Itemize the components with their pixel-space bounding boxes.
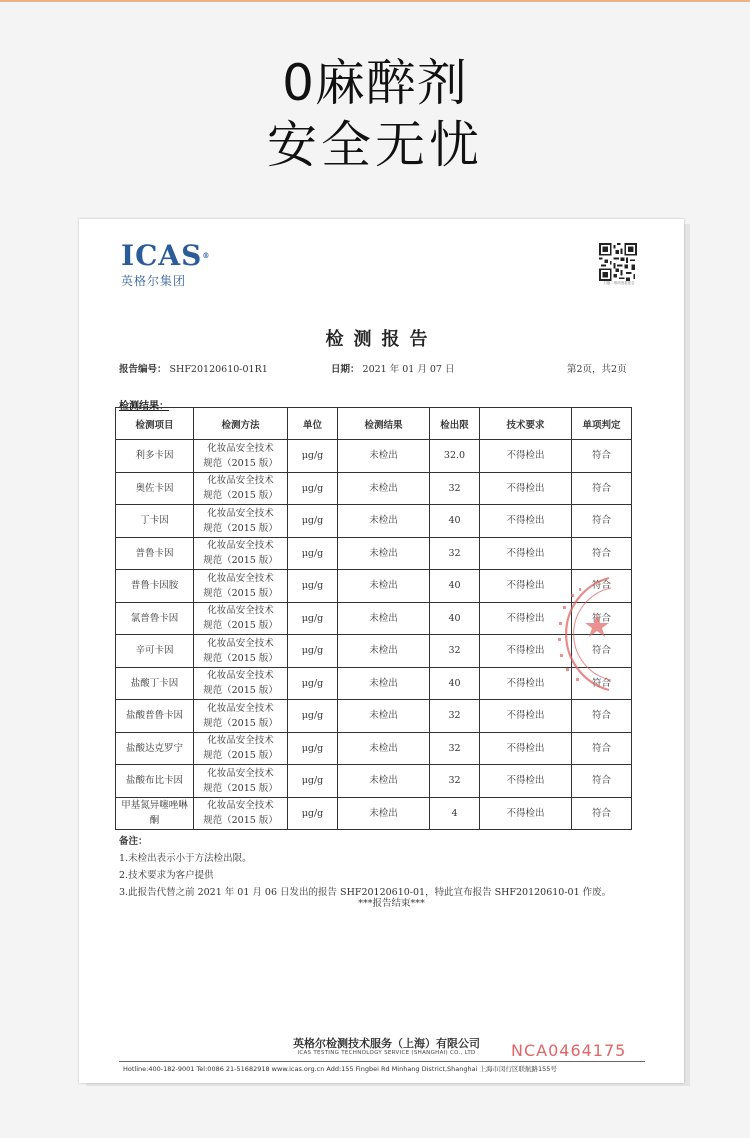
cell-item: 盐酸丁卡因 [116,667,194,700]
cell-limit: 32 [430,537,480,570]
cell-item: 普鲁卡因 [116,537,194,570]
notes-section [119,833,611,901]
cell-unit: μg/g [288,440,338,473]
report-date [331,361,455,375]
table-row [116,797,632,830]
cell-method [194,797,288,830]
method-line-1: 化妆品安全技术 [207,507,274,519]
cell-item: 盐酸普鲁卡因 [116,700,194,733]
cell-method [194,602,288,635]
cell-limit: 4 [430,797,480,830]
footer-company-name: 英格尔检测技术服务（上海）有限公司 [293,1037,480,1050]
method-line-2: 规范（2015 版） [203,587,278,599]
cell-method [194,570,288,603]
cell-item: 盐酸布比卡因 [116,765,194,798]
table-row [116,440,632,473]
note-item: 3.此报告代替之前 2021 年 01 月 06 日发出的报告 SHF20120610-01，特此宣布报告 SHF20120610-01 作废。 [119,887,612,898]
method-line-1: 化妆品安全技术 [207,800,274,812]
method-line-1: 化妆品安全技术 [207,637,274,649]
method-line-2: 规范（2015 版） [203,717,278,729]
note-item: 2.技术要求为客户提供 [119,870,214,881]
cell-requirement: 不得检出 [480,667,572,700]
cell-unit: μg/g [288,505,338,538]
table-row [116,732,632,765]
method-line-1: 化妆品安全技术 [207,540,274,552]
cell-result: 未检出 [338,537,430,570]
table-row [116,505,632,538]
cell-requirement: 不得检出 [480,700,572,733]
table-row [116,472,632,505]
cell-judgement: 符合 [572,732,632,765]
method-line-1: 化妆品安全技术 [207,572,274,584]
table-row [116,700,632,733]
top-accent-line [0,0,750,2]
cell-result: 未检出 [338,700,430,733]
report-number-value: SHF20120610-01R1 [169,364,268,375]
method-line-1: 化妆品安全技术 [207,442,274,454]
cell-method [194,667,288,700]
method-line-1: 化妆品安全技术 [207,767,274,779]
certificate-number: NCA0464175 [511,1041,627,1060]
method-line-2: 规范（2015 版） [203,815,278,827]
report-date-label: 日期： [331,364,360,375]
cell-method [194,635,288,668]
logo-brand: ICAS [121,239,203,272]
method-line-2: 规范（2015 版） [203,522,278,534]
method-line-2: 规范（2015 版） [203,620,278,632]
method-line-1: 化妆品安全技术 [207,670,274,682]
cell-requirement: 不得检出 [480,570,572,603]
note-item: 1.未检出表示小于方法检出限。 [119,853,252,864]
cell-method [194,700,288,733]
report-date-value: 2021 年 01 月 07 日 [362,364,455,375]
col-header-limit: 检出限 [430,408,480,440]
report-end-marker: ***报告结束*** [358,898,425,909]
cell-unit: μg/g [288,732,338,765]
cell-judgement: 符合 [572,537,632,570]
report-title: 检测报告 [325,329,438,350]
cell-result: 未检出 [338,440,430,473]
cell-limit: 40 [430,602,480,635]
cell-item: 辛可卡因 [116,635,194,668]
method-line-1: 化妆品安全技术 [207,702,274,714]
cell-method [194,537,288,570]
cell-judgement: 符合 [572,602,632,635]
notes-heading: 备注： [119,836,148,847]
cell-result: 未检出 [338,635,430,668]
method-line-1: 化妆品安全技术 [207,735,274,747]
cell-method [194,765,288,798]
cell-requirement: 不得检出 [480,440,572,473]
cell-unit: μg/g [288,472,338,505]
method-line-1: 化妆品安全技术 [207,605,274,617]
cell-judgement: 符合 [572,472,632,505]
method-line-2: 规范（2015 版） [203,652,278,664]
cell-result: 未检出 [338,505,430,538]
cell-judgement: 符合 [572,700,632,733]
cell-unit: μg/g [288,797,338,830]
cell-requirement: 不得检出 [480,797,572,830]
cell-item: 盐酸达克罗宁 [116,732,194,765]
col-header-item: 检测项目 [116,408,194,440]
cell-limit: 40 [430,505,480,538]
cell-result: 未检出 [338,765,430,798]
cell-unit: μg/g [288,570,338,603]
cell-judgement: 符合 [572,667,632,700]
method-line-1: 化妆品安全技术 [207,475,274,487]
qr-caption: 扫描二维码查看报告 [603,281,635,285]
cell-item: 奥佐卡因 [116,472,194,505]
report-number [119,361,268,375]
cell-limit: 32 [430,732,480,765]
footer-divider [119,1061,645,1062]
page-info: 第2页，共2页 [567,364,627,375]
results-label: 检测结果： [119,401,169,412]
cell-requirement: 不得检出 [480,537,572,570]
cell-requirement: 不得检出 [480,602,572,635]
cell-judgement: 符合 [572,505,632,538]
footer-contact-info: Hotline:400-182-9001 Tel:0086 21-51682918 www.icas.org.cn Add:155 Fingbei Rd Minhang District,Shanghai 上海市闵行区联航路155号 [123,1065,557,1073]
method-line-2: 规范（2015 版） [203,490,278,502]
cell-limit: 32 [430,700,480,733]
table-header-row [116,408,632,440]
footer-company-name-en: ICAS TESTING TECHNOLOGY SERVICE (SHANGHAI) CO., LTD [297,1050,476,1056]
test-report-document [79,219,684,1083]
cell-requirement: 不得检出 [480,635,572,668]
cell-method [194,505,288,538]
cell-requirement: 不得检出 [480,505,572,538]
cell-judgement: 符合 [572,570,632,603]
cell-method [194,732,288,765]
cell-result: 未检出 [338,667,430,700]
method-line-2: 规范（2015 版） [203,685,278,697]
cell-judgement: 符合 [572,635,632,668]
hero-line-1: 0麻醉剂 [282,54,468,112]
icas-logo [121,241,210,289]
logo-registered-mark: ® [202,251,211,260]
report-number-label: 报告编号： [119,364,167,375]
cell-limit: 32.0 [430,440,480,473]
method-line-2: 规范（2015 版） [203,750,278,762]
col-header-unit: 单位 [288,408,338,440]
hero-heading [0,52,750,176]
cell-limit: 40 [430,570,480,603]
cell-judgement: 符合 [572,440,632,473]
cell-unit: μg/g [288,700,338,733]
cell-limit: 40 [430,667,480,700]
method-line-2: 规范（2015 版） [203,782,278,794]
col-header-result: 检测结果 [338,408,430,440]
method-line-2: 规范（2015 版） [203,555,278,567]
cell-judgement: 符合 [572,797,632,830]
cell-method [194,472,288,505]
cell-method [194,440,288,473]
col-header-judgement: 单项判定 [572,408,632,440]
cell-requirement: 不得检出 [480,472,572,505]
qr-code-icon [599,243,637,281]
cell-judgement: 符合 [572,765,632,798]
table-row [116,765,632,798]
cell-unit: μg/g [288,537,338,570]
cell-result: 未检出 [338,732,430,765]
official-seal-stamp [549,574,625,694]
cell-limit: 32 [430,635,480,668]
cell-item: 普鲁卡因胺 [116,570,194,603]
hero-line-2: 安全无忧 [267,116,483,174]
cell-result: 未检出 [338,472,430,505]
cell-item: 利多卡因 [116,440,194,473]
cell-requirement: 不得检出 [480,765,572,798]
cell-item: 甲基氮异噻唑啉酮 [116,797,194,830]
col-header-method: 检测方法 [194,408,288,440]
cell-result: 未检出 [338,602,430,635]
cell-unit: μg/g [288,667,338,700]
cell-result: 未检出 [338,797,430,830]
cell-unit: μg/g [288,602,338,635]
cell-item: 丁卡因 [116,505,194,538]
logo-subtitle: 英格尔集团 [121,274,187,288]
cell-result: 未检出 [338,570,430,603]
cell-unit: μg/g [288,635,338,668]
cell-requirement: 不得检出 [480,732,572,765]
cell-limit: 32 [430,765,480,798]
cell-unit: μg/g [288,765,338,798]
cell-item: 氯普鲁卡因 [116,602,194,635]
method-line-2: 规范（2015 版） [203,457,278,469]
col-header-requirement: 技术要求 [480,408,572,440]
cell-limit: 32 [430,472,480,505]
table-row [116,537,632,570]
